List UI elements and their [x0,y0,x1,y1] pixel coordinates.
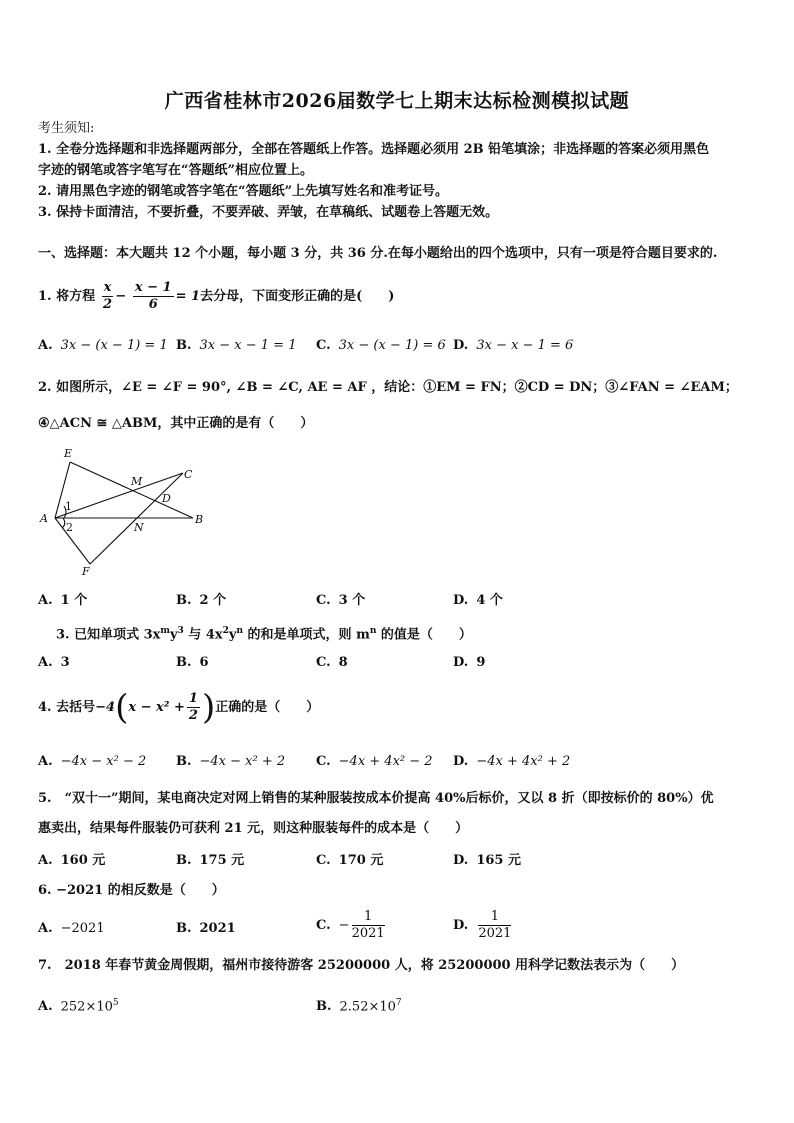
q4-suffix: 正确的是（ ） [215,700,320,715]
option-text: 1 个 [60,593,88,608]
option-label: B. [176,655,192,670]
q7-option-a[interactable] [38,992,119,1018]
option-label: D. [453,338,469,353]
option-label: D. [453,853,469,868]
q4-frac-den: 2 [188,708,198,723]
q3-option-b[interactable] [176,652,209,674]
q4-option-b[interactable] [176,751,285,773]
option-text: −4x − x² − 2 [60,754,147,769]
q3-option-c[interactable] [316,652,348,674]
label-F: F [82,565,90,578]
option-label: D. [453,655,469,670]
q5-option-b[interactable] [176,850,244,872]
q5-option-a[interactable] [38,850,105,872]
question-5-line-1: 5. “双十一”期间，某电商决定对网上销售的某种服装按成本价提高 40%后标价，又以 8 折（即按标价的 80%）优 [38,791,714,806]
option-base: 252×10 [60,999,113,1015]
option-label: A. [38,999,53,1015]
q1-minus: − [115,289,127,304]
q3-text-e: 的和是单项式，则 m [243,627,370,643]
option-text: 4 个 [476,593,503,608]
label-A: A [40,512,48,525]
option-label: D. [453,593,469,608]
q4-right-paren: ) [201,687,216,728]
option-label: C. [316,853,331,868]
option-text: 3 个 [338,593,366,608]
frac-num: 1 [478,909,511,926]
option-label: B. [176,593,192,608]
q6-option-b[interactable] [176,918,236,940]
label-angle-2: 2 [66,521,73,534]
q3-sup-2: 2 [222,626,229,636]
q3-text-b: y [169,627,178,643]
option-text: 3x − (x − 1) = 6 [338,338,446,353]
q3-text-c: 与 4x [183,627,223,643]
q1-frac2-den: 6 [148,297,158,312]
q4-coefficient: −4 [95,700,116,715]
option-sign: − [338,918,350,933]
question-7: 7. 2018 年春节黄金周假期，福州市接待游客 25200000 人，将 25200000 用科学记数法表示为（ ） [38,958,685,973]
label-M: M [131,475,143,488]
frac-den: 2021 [351,926,385,941]
q1-fraction-2 [133,280,174,313]
q1-option-d[interactable] [453,335,573,357]
q4-frac-num: 1 [188,691,198,706]
frac-den: 2021 [478,926,512,941]
q4-option-c[interactable] [316,751,433,773]
q2-option-b[interactable] [176,590,226,612]
q1-frac1-num: x [103,280,112,295]
option-label: A. [38,921,53,936]
option-label: A. [38,338,53,353]
segment-EB [70,462,193,518]
option-text: 170 元 [338,853,384,868]
q3-text-a: 3. 已知单项式 3x [56,627,161,643]
option-label: C. [316,655,331,670]
option-label: D. [453,918,469,933]
label-D: D [162,492,171,505]
q3-sup-n2: n [369,626,377,636]
option-text: 9 [476,655,486,670]
option-text: −4x + 4x² − 2 [338,754,433,769]
q6-option-a[interactable] [38,918,105,940]
q4-option-d[interactable] [453,751,570,773]
option-text: 8 [338,655,348,670]
label-E: E [64,447,73,460]
question-2-line-2: ④△ACN ≅ △ABM，其中正确的是有（ ） [38,416,314,431]
q6-d-fraction [478,909,511,942]
q1-option-a[interactable] [38,335,168,357]
q2-option-a[interactable] [38,590,87,612]
label-C: C [184,468,193,481]
option-label: B. [176,754,192,769]
option-text: 165 元 [476,853,522,868]
angle-2-arc [62,518,65,528]
notice-item-1: 1. 全卷分选择题和非选择题两部分，全部在答题纸上作答。选择题必须用 2B 铅笔填涂；非选择题的答案必须用黑色 [38,142,710,157]
option-text: 3x − x − 1 = 1 [199,338,297,353]
q3-option-d[interactable] [453,652,485,674]
q4-option-a[interactable] [38,751,146,773]
q4-fraction [187,691,200,724]
section-heading: 一、选择题：本大题共 12 个小题，每小题 3 分，共 36 分.在每小题给出的四个选项中，只有一项是符合题目要求的. [38,246,718,261]
option-label: A. [38,655,53,670]
option-text: −4x − x² + 2 [199,754,286,769]
label-N: N [134,521,144,534]
q3-option-a[interactable] [38,652,70,674]
option-text: 3x − (x − 1) = 1 [60,338,168,353]
option-text: 175 元 [199,853,245,868]
notice-item-2: 2. 请用黑色字迹的钢笔或答字笔在“答题纸”上先填写姓名和准考证号。 [38,184,449,199]
question-5-line-2: 惠卖出，结果每件服装仍可获利 21 元，则这种服装每件的成本是（ ） [38,821,469,836]
option-label: B. [176,338,192,353]
notice-item-3: 3. 保持卡面清洁，不要折叠，不要弄破、弄皱，在草稿纸、试题卷上答题无效。 [38,205,499,220]
page-title: 广西省桂林市2026届数学七上期末达标检测模拟试题 [164,90,630,112]
option-label: C. [316,918,331,933]
option-label: C. [316,593,331,608]
option-text: 2021 [199,921,236,936]
q1-fraction-1 [102,280,114,313]
q1-frac2-num: x − 1 [134,280,172,295]
q1-prefix: 1. 将方程 [38,289,96,304]
question-4 [38,688,764,728]
q4-prefix: 4. 去括号 [38,700,96,715]
q4-left-paren: ( [115,687,129,728]
option-label: A. [38,754,53,769]
option-label: A. [38,593,53,608]
option-label: D. [453,754,469,769]
option-label: B. [316,999,332,1015]
option-text: 160 元 [60,853,106,868]
q3-sup-m: m [160,626,170,636]
option-exponent: 7 [395,998,402,1008]
label-angle-1: 1 [65,500,72,513]
q1-option-c[interactable] [316,335,446,357]
option-text: 2 个 [199,593,227,608]
option-text: 6 [199,655,209,670]
q6-option-d[interactable] [453,908,513,944]
q6-c-fraction [352,909,385,942]
option-exponent: 5 [112,998,119,1008]
option-label: B. [176,921,192,936]
q5-option-d[interactable] [453,850,521,872]
q7-option-b[interactable] [316,992,402,1018]
option-text: 3x − x − 1 = 6 [476,338,574,353]
q3-sup-3: 3 [177,626,184,636]
q6-option-c[interactable] [316,908,387,944]
q1-option-b[interactable] [176,335,296,357]
q2-geometry-figure [30,442,220,582]
q3-sup-n: n [236,626,244,636]
q5-option-c[interactable] [316,850,383,872]
q2-option-c[interactable] [316,590,365,612]
option-label: C. [316,754,331,769]
q2-option-d[interactable] [453,590,503,612]
option-text: −4x + 4x² + 2 [476,754,571,769]
q1-suffix: 去分母，下面变形正确的是( ) [200,289,395,304]
q1-frac1-den: 2 [103,297,113,312]
q4-inner: x − x² + [128,700,185,715]
option-label: B. [176,853,192,868]
question-6: 6. −2021 的相反数是（ ） [38,883,225,898]
notice-heading: 考生须知: [38,121,95,136]
q1-equals: = 1 [175,289,201,304]
option-label: C. [316,338,331,353]
notice-item-1-cont: 字迹的钢笔或答字笔写在“答题纸”相应位置上。 [38,163,313,178]
frac-num: 1 [352,909,385,926]
q3-text-f: 的值是（ ） [376,627,472,643]
question-1 [38,280,764,313]
question-3 [56,620,764,646]
option-label: A. [38,853,53,868]
option-text: 3 [60,655,70,670]
option-text: −2021 [60,921,105,936]
label-B: B [195,513,204,526]
option-base: 2.52×10 [339,999,396,1015]
q3-text-d: y [228,627,237,643]
question-2-line-1: 2. 如图所示，∠E = ∠F = 90°, ∠B = ∠C, AE = AF ，结论：①EM = FN；②CD = DN；③∠FAN = ∠EAM； [38,380,738,395]
